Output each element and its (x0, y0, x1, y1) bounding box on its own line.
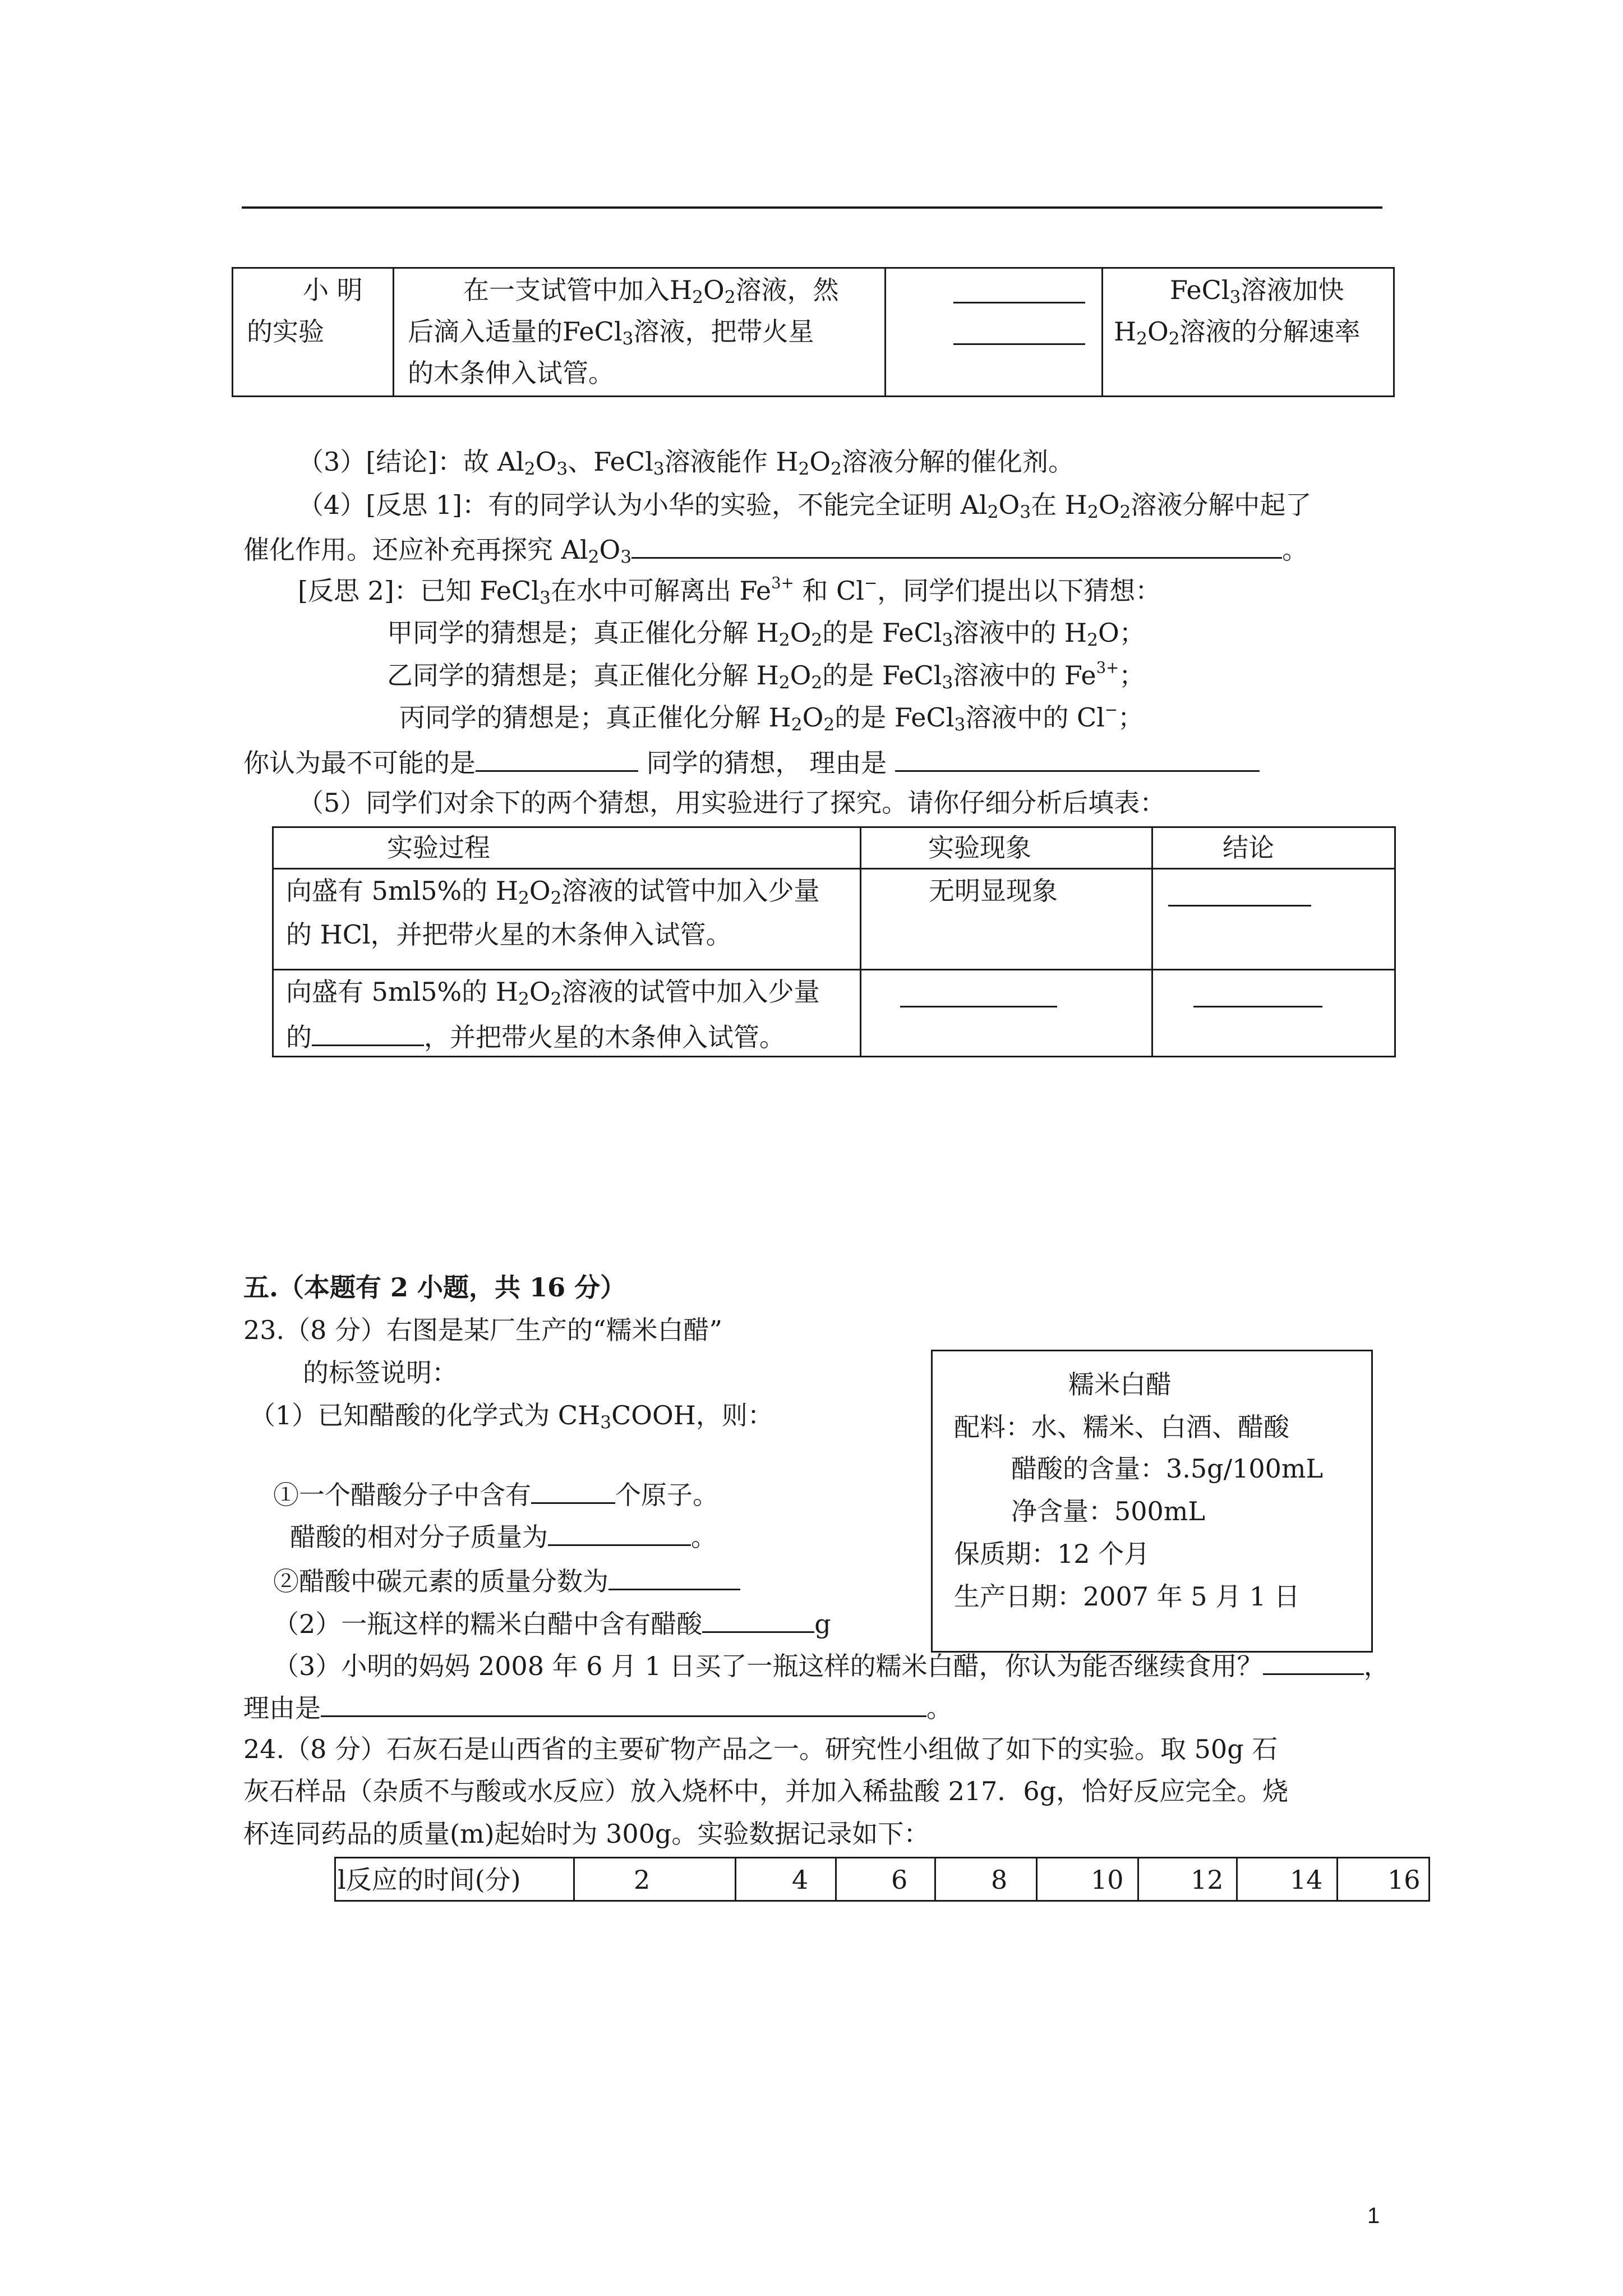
page-number: 1 (1367, 2203, 1380, 2228)
table2-row2-reagent-blank[interactable] (312, 1022, 424, 1046)
table2-row1-observation: 无明显现象 (929, 876, 1058, 906)
atoms-blank[interactable] (531, 1480, 615, 1504)
reflection-1-blank[interactable] (631, 535, 1282, 559)
reflection-1-line1: （4）[反思 1]：有的同学认为小华的实验，不能完全证明 $Al_2O_3$在 $H_2O_2$溶液分解中起了 (298, 490, 1312, 522)
table1-procedure-line2: 后滴入适量的FeCl$_3$溶液，把带火星 (408, 316, 814, 349)
header-rule (242, 206, 1382, 209)
least-likely-blank[interactable] (476, 748, 638, 772)
q23-line1: 23.（8 分）右图是某厂生产的“糯米白醋” (243, 1315, 723, 1345)
table3-time-value: 4 (792, 1865, 809, 1895)
table3-time-value: 14 (1290, 1865, 1323, 1895)
reflection-2-intro: [反思 2]：已知 FeCl$_3$在水中可解离出 $Fe^{3+}$ 和 Cl−，同学们提出以下猜想： (298, 573, 1161, 608)
label-production-date: 生产日期：2007 年 5 月 1 日 (954, 1581, 1300, 1612)
table3-time-value: 2 (634, 1865, 651, 1895)
table1-subject-line1: 小 明 (303, 275, 363, 305)
table2-row2-process-line2: 的 ，并把带火星的木条伸入试管。 (286, 1022, 785, 1052)
molar-mass-blank[interactable] (548, 1522, 691, 1546)
table1-conclusion-line2: $H_2O_2$溶液的分解速率 (1114, 316, 1361, 349)
table1-procedure-line3: 的木条伸入试管。 (408, 358, 614, 388)
label-shelf-life: 保质期：12 个月 (954, 1539, 1150, 1569)
table3-time-value: 6 (891, 1865, 908, 1895)
table2-row1-process-line2: 的 HCl，并把带火星的木条伸入试管。 (286, 919, 732, 950)
q24-line1: 24.（8 分）石灰石是山西省的主要矿物产品之一。研究性小组做了如下的实验。取 50g 石 (243, 1734, 1278, 1764)
vinegar-label-box (931, 1350, 1373, 1653)
table1-subject-line2: 的实验 (247, 316, 324, 347)
table1-observation-blank-2[interactable] (953, 321, 1085, 345)
reason-blank-2[interactable] (321, 1693, 926, 1717)
guess-jia: 甲同学的猜想是；真正催化分解 $H_2O_2$的是 FeCl$_3$溶液中的 $H_2O$； (387, 618, 1145, 650)
reason-blank[interactable] (895, 748, 1260, 772)
conclusion-3: （3）[结论]：故 $Al_2O_3$、FeCl$_3$溶液能作 $H_2O_2$溶液分解的催化剂。 (298, 447, 1074, 479)
table2-header-observation: 实验现象 (928, 832, 1031, 863)
table2-header-conclusion: 结论 (1223, 832, 1274, 863)
q23-part2: （2）一瓶这样的糯米白醋中含有醋酸 g (273, 1609, 831, 1639)
table2-row2-process-line1: 向盛有 5ml5%的 $H_2O_2$溶液的试管中加入少量 (286, 977, 820, 1009)
q23-molar-mass: 醋酸的相对分子质量为 。 (290, 1522, 717, 1552)
table3-time-value: 8 (991, 1865, 1008, 1895)
table2-row1-process-line1: 向盛有 5ml5%的 $H_2O_2$溶液的试管中加入少量 (286, 876, 820, 908)
guess-bing: 丙同学的猜想是；真正催化分解 $H_2O_2$的是 FeCl$_3$溶液中的 Cl−； (399, 700, 1144, 735)
least-likely-question: 你认为最不可能的是 同学的猜想， 理由是 (243, 748, 1260, 776)
table3-time-value: 12 (1191, 1865, 1224, 1895)
table1-conclusion-line1: FeCl$_3$溶液加快 (1170, 275, 1344, 307)
label-title: 糯米白醋 (1068, 1369, 1172, 1400)
table2-row1-conclusion-blank[interactable] (1168, 882, 1311, 907)
edible-blank[interactable] (1263, 1651, 1364, 1675)
q23-part3: （3）小明的妈妈 2008 年 6 月 1 日买了一瓶这样的糯米白醋，你认为能否继续食用？ ， (273, 1651, 1390, 1681)
label-acid-content: 醋酸的含量：3.5g/100mL (1011, 1453, 1324, 1484)
acetic-acid-mass-blank[interactable] (702, 1609, 814, 1633)
q24-line3: 杯连同药品的质量(m)起始时为 300g。实验数据记录如下： (243, 1819, 930, 1849)
table2-row2-conclusion-blank[interactable] (1193, 983, 1322, 1007)
label-ingredients: 配料：水、糯米、白酒、醋酸 (954, 1412, 1289, 1442)
q23-atoms: ①一个醋酸分子中含有 个原子。 (273, 1480, 718, 1510)
table3-header: l反应的时间(分) (338, 1865, 521, 1895)
reflection-1-line2: 催化作用。还应补充再探究 $Al_2O_3$ 。 (243, 535, 1308, 567)
q23-line2: 的标签说明： (303, 1358, 458, 1388)
table3-time-value: 10 (1091, 1865, 1124, 1895)
guess-yi: 乙同学的猜想是；真正催化分解 $H_2O_2$的是 FeCl$_3$溶液中的 $Fe^{3+}$； (387, 658, 1145, 693)
q23-reason: 理由是 。 (243, 1693, 952, 1723)
q24-line2: 灰石样品（杂质不与酸或水反应）放入烧杯中，并加入稀盐酸 217．6g，恰好反应完全。烧 (243, 1776, 1289, 1806)
carbon-fraction-blank[interactable] (608, 1566, 740, 1590)
table2-header-process: 实验过程 (387, 832, 490, 863)
label-net-content: 净含量：500mL (1011, 1496, 1205, 1526)
table3-time-value: 16 (1387, 1865, 1421, 1895)
section-5-title: 五.（本题有 2 小题，共 16 分） (243, 1272, 626, 1303)
table1-observation-blank-1[interactable] (953, 279, 1085, 303)
question-5-intro: （5）同学们对余下的两个猜想，用实验进行了探究。请你仔细分析后填表： (298, 788, 1166, 818)
table2-row2-observation-blank[interactable] (900, 983, 1057, 1007)
q23-part1-intro: （1）已知醋酸的化学式为 $CH_3COOH$，则： (250, 1400, 773, 1433)
q23-carbon-fraction: ②醋酸中碳元素的质量分数为 (273, 1566, 740, 1594)
table1-procedure-line1: 在一支试管中加入$H_2O_2$溶液，然 (463, 275, 839, 307)
